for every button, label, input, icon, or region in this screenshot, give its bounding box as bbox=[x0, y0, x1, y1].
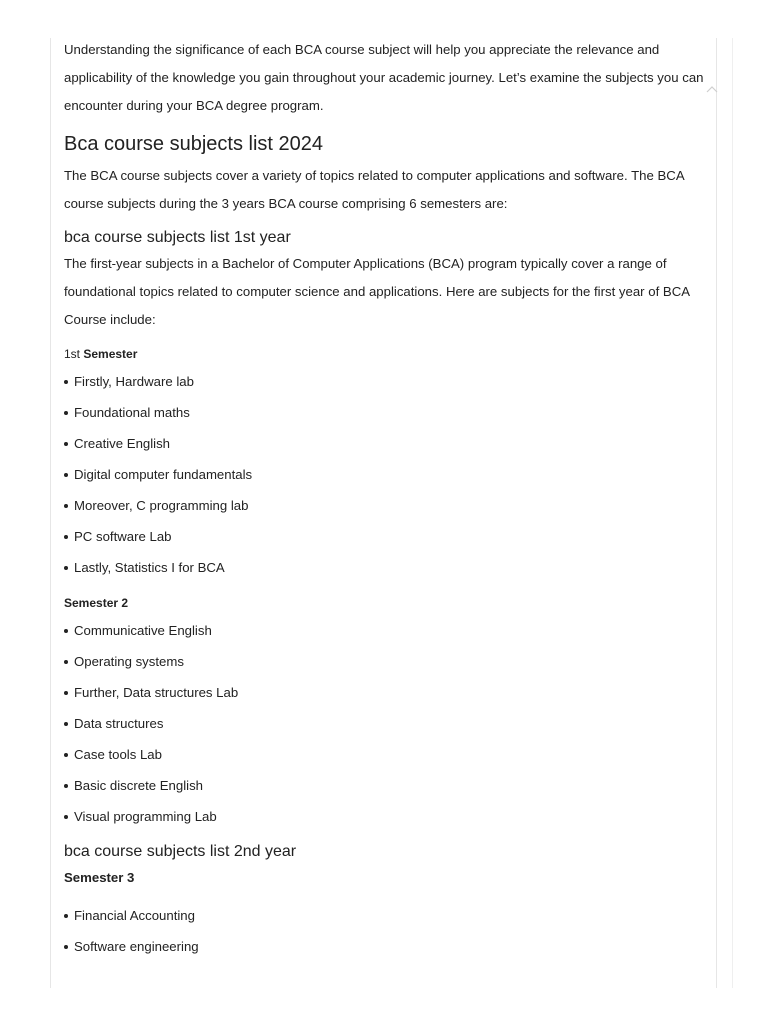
list-item: Foundational maths bbox=[64, 397, 704, 428]
list-item: Case tools Lab bbox=[64, 739, 704, 770]
semester-3-list bbox=[64, 900, 704, 962]
list-item: Firstly, Hardware lab bbox=[64, 366, 704, 397]
semester-1-word: Semester bbox=[83, 347, 138, 361]
list-item: Moreover, C programming lab bbox=[64, 490, 704, 521]
list-item: Basic discrete English bbox=[64, 770, 704, 801]
semester-1-prefix: 1st bbox=[64, 347, 84, 361]
content-left-border bbox=[50, 38, 51, 988]
subjects-intro-paragraph: The BCA course subjects cover a variety of topics related to computer applications and software. The BCA course subjects during the 3 years BCA course comprising 6 semesters are: bbox=[64, 168, 684, 211]
subjects-list-heading: Bca course subjects list 2024 bbox=[64, 133, 324, 155]
semester-1-label bbox=[64, 344, 704, 364]
first-year-paragraph: The first-year subjects in a Bachelor of Computer Applications (BCA) program typically cover a range of foundational topics related to computer science and applications. Here are subjects for the first year of BCA Course include: bbox=[64, 256, 690, 327]
article-content bbox=[64, 36, 704, 962]
list-item: Software engineering bbox=[64, 931, 704, 962]
semester-1-list bbox=[64, 366, 704, 583]
chevron-up-icon[interactable] bbox=[704, 82, 720, 98]
list-item: Digital computer fundamentals bbox=[64, 459, 704, 490]
scrollbar-track[interactable] bbox=[732, 38, 733, 988]
semester-2-label bbox=[64, 593, 704, 613]
semester-3-word: Semester 3 bbox=[64, 870, 135, 885]
list-item: Lastly, Statistics I for BCA bbox=[64, 552, 704, 583]
list-item: Financial Accounting bbox=[64, 900, 704, 931]
intro-paragraph: Understanding the significance of each BCA course subject will help you appreciate the relevance and applicability of the knowledge you gain throughout your academic journey. Let’s examine the subjects you can encounter during your BCA degree program. bbox=[64, 42, 704, 113]
content-right-border bbox=[716, 38, 717, 988]
list-item: Operating systems bbox=[64, 646, 704, 677]
semester-3-label bbox=[64, 868, 704, 888]
second-year-heading: bca course subjects list 2nd year bbox=[64, 843, 297, 860]
semester-2-word: Semester 2 bbox=[64, 596, 129, 610]
semester-2-list bbox=[64, 615, 704, 832]
list-item: Further, Data structures Lab bbox=[64, 677, 704, 708]
list-item: Communicative English bbox=[64, 615, 704, 646]
list-item: PC software Lab bbox=[64, 521, 704, 552]
first-year-heading: bca course subjects list 1st year bbox=[64, 229, 291, 246]
list-item: Visual programming Lab bbox=[64, 801, 704, 832]
list-item: Creative English bbox=[64, 428, 704, 459]
list-item: Data structures bbox=[64, 708, 704, 739]
